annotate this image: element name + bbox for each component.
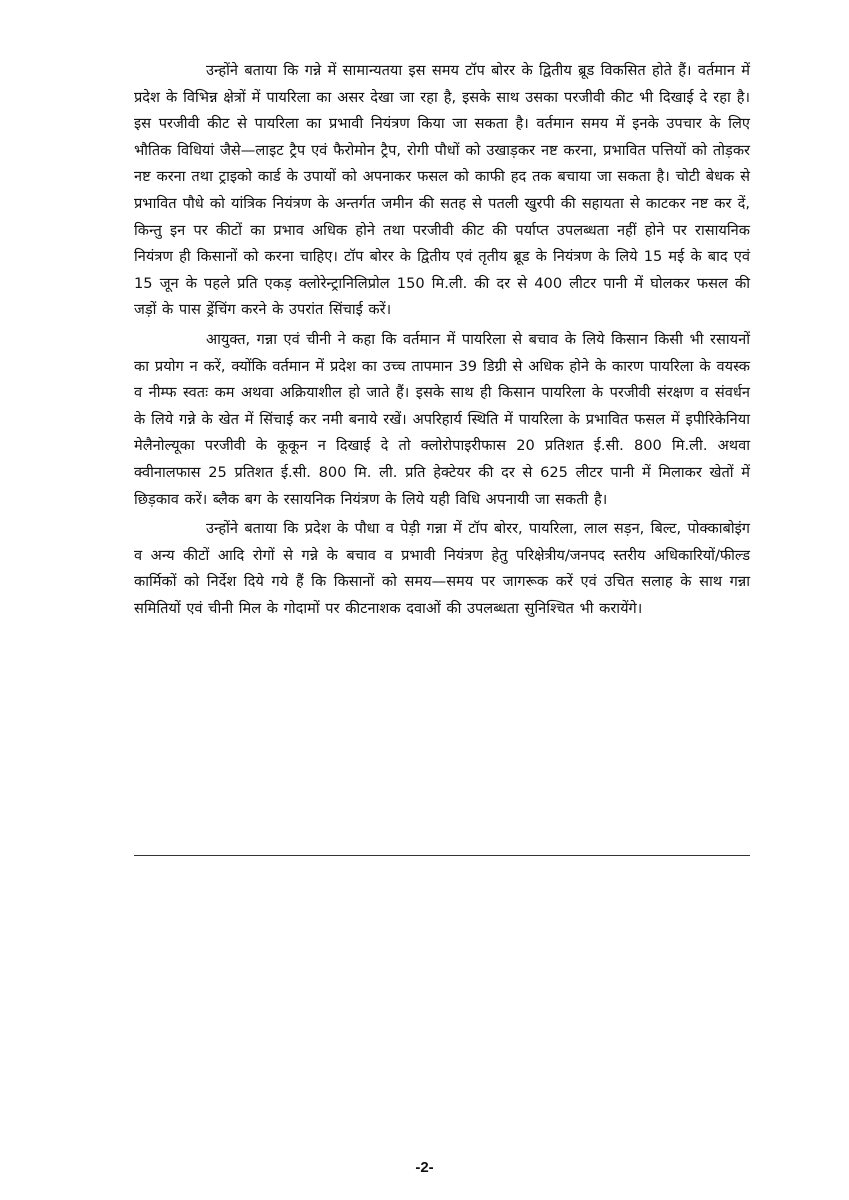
paragraph-top-borer-control: उन्होंने बताया कि गन्ने में सामान्यतया इस समय टॉप बोरर के द्वितीय ब्रूड विकसित होते हैं। वर्तमान में प्रदेश के विभिन्न क्षेत्रों में पायरिला का असर देखा जा रहा है, इसके साथ उसका परजीवी कीट भी दिखाई दे रहा है। इस परजीवी कीट से पायरिला का प्रभावी नियंत्रण किया जा सकता है। वर्तमान समय में इनके उपचार के लिए भौतिक विधियां जैसे—लाइट ट्रैप एवं फैरोमोन ट्रैप, रोगी पौधों को उखाड़कर नष्ट करना, प्रभावित पत्तियों को तोड़कर नष्ट करना तथा ट्राइको कार्ड के उपायों को अपनाकर फसल को काफी हद तक बचाया जा सकता है। चोटी बेधक से प्रभावित पौधे को यांत्रिक नियंत्रण के अन्तर्गत जमीन की सतह से पतली खुरपी की सहायता से काटकर नष्ट कर दें, किन्तु इन पर कीटों का प्रभाव अधिक होने तथा परजीवी कीट की पर्याप्त उपलब्धता नहीं होने पर रासायनिक नियंत्रण ही किसानों को करना चाहिए। टॉप बोरर के द्वितीय एवं तृतीय ब्रूड के नियंत्रण के लिये 15 मई के बाद एवं 15 जून के पहले प्रति एकड़ क्लोरेन्ट्रानिलिप्रोल 150 मि.ली. की दर से 400 लीटर पानी में घोलकर फसल की जड़ों के पास ड्रेंचिंग करने के उपरांत सिंचाई करें। [134,62,750,319]
horizontal-rule [134,855,750,856]
page-number: -2- [415,1159,434,1176]
body-text [134,58,750,625]
paragraph-pyrilla-advice: आयुक्त, गन्ना एवं चीनी ने कहा कि वर्तमान में पायरिला से बचाव के लिये किसान किसी भी रसायनों का प्रयोग न करें, क्योंकि वर्तमान में प्रदेश का उच्च तापमान 39 डिग्री से अधिक होने के कारण पायरिला के वयस्क व नीम्फ स्वतः कम अथवा अक्रियाशील हो जाते हैं। इसके साथ ही किसान पायरिला के परजीवी संरक्षण व संवर्धन के लिये गन्ने के खेत में सिंचाई कर नमी बनाये रखें। अपरिहार्य स्थिति में पायरिला के प्रभावित फसल में इपीरिकेनिया मेलैनोल्यूका परजीवी के कूकून न दिखाई दे तो क्लोरोपाइरीफास 20 प्रतिशत ई.सी. 800 मि.ली. अथवा क्वीनालफास 25 प्रतिशत ई.सी. 800 मि. ली. प्रति हेक्टेयर की दर से 625 लीटर पानी में मिलाकर खेतों में छिड़काव करें। ब्लैक बग के रसायनिक नियंत्रण के लिये यही विधि अपनायी जा सकती है। [134,330,750,508]
paragraph-field-instructions: उन्होंने बताया कि प्रदेश के पौधा व पेड़ी गन्ना में टॉप बोरर, पायरिला, लाल सड़न, बिल्ट, पोक्काबोइंग व अन्य कीटों आदि रोगों से गन्ने के बचाव व प्रभावी नियंत्रण हेतु परिक्षेत्रीय/जनपद स्तरीय अधिकारियों/फील्ड कार्मिकों को निर्देश दिये गये हैं कि किसानों को समय—समय पर जागरूक करें एवं उचित सलाह के साथ गन्ना समितियों एवं चीनी मिल के गोदामों पर कीटनाशक दवाओं की उपलब्धता सुनिश्चित भी करायेंगे। [134,520,750,617]
